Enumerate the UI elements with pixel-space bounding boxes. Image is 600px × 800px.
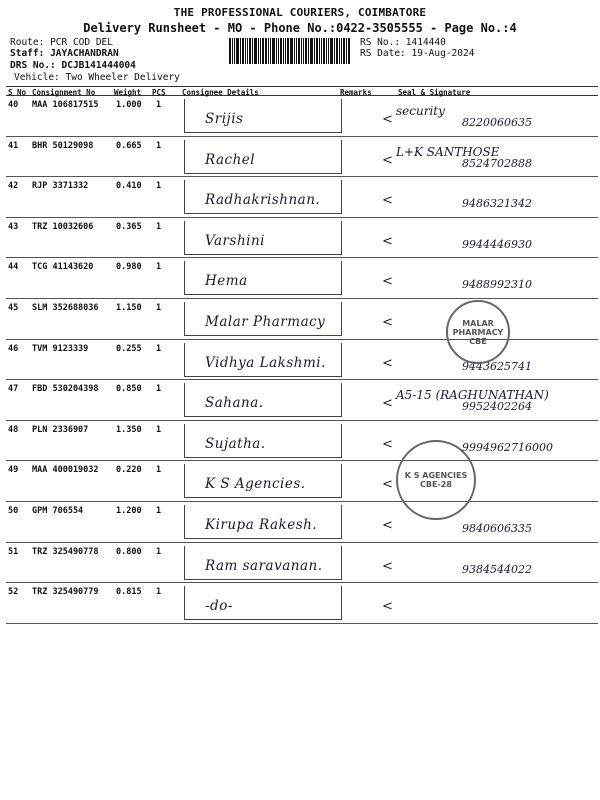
row-pcs: 1 (156, 181, 162, 192)
signature-cell (382, 545, 596, 581)
row-consignment-no: TRZ 325490779 (32, 587, 99, 598)
row-pcs: 1 (156, 546, 162, 557)
rs-no-value: 1414440 (405, 37, 446, 48)
remarks-cell (343, 99, 379, 133)
delivery-tick-mark: < (382, 436, 393, 452)
row-sno: 51 (8, 546, 19, 557)
row-sno: 40 (8, 100, 19, 110)
remarks-cell (343, 464, 379, 498)
consignee-name: K S Agencies. (205, 476, 306, 493)
ks-agencies-stamp (396, 440, 476, 520)
row-consignment-no: TRZ 10032606 (32, 221, 94, 232)
signature-cell (382, 220, 596, 256)
consignee-name: Sujatha. (205, 435, 266, 452)
consignee-box (184, 99, 342, 133)
row-consignment-no: MAA 400019032 (32, 465, 99, 476)
table-body (6, 96, 598, 624)
staff-label: Staff: (10, 48, 45, 59)
remarks-cell (343, 180, 379, 214)
row-consignment-no: RJP 3371332 (32, 181, 89, 192)
signature-phone: 9944446930 (462, 237, 532, 251)
consignee-name: Srijis (205, 111, 244, 127)
consignee-name: Radhakrishnan. (205, 192, 321, 209)
table-row (6, 461, 598, 502)
remarks-cell (343, 505, 379, 539)
consignee-box (184, 546, 342, 580)
row-weight: 1.200 (116, 505, 142, 516)
signature-text: security (396, 104, 445, 118)
remarks-cell (343, 221, 379, 255)
row-consignment-no: BHR 50129098 (32, 140, 94, 151)
row-consignment-no: TVM 9123339 (32, 343, 89, 354)
drs-value: DCJB141444004 (61, 60, 136, 71)
row-pcs: 1 (156, 465, 162, 476)
consignee-name: Kirupa Rakesh. (205, 516, 318, 533)
consignee-box (184, 180, 342, 214)
table-row (6, 340, 598, 381)
row-pcs: 1 (156, 302, 162, 313)
consignee-box (184, 586, 342, 620)
row-weight: 1.150 (116, 302, 142, 313)
row-sno: 41 (8, 140, 19, 151)
row-sno: 43 (8, 221, 19, 232)
row-weight: 1.350 (116, 424, 142, 435)
remarks-cell (343, 546, 379, 580)
delivery-tick-mark: < (382, 314, 393, 330)
remarks-cell (343, 424, 379, 458)
table-row (6, 543, 598, 584)
row-pcs: 1 (156, 587, 162, 598)
consignee-name: Rachel (205, 151, 256, 168)
rs-date-value: 19-Aug-2024 (411, 48, 475, 59)
row-pcs: 1 (156, 262, 162, 273)
malar-stamp-text: MALAR PHARMACY CBE (452, 318, 504, 346)
consignee-box (184, 221, 342, 255)
table-row (6, 502, 598, 543)
consignee-box (184, 140, 342, 174)
row-pcs: 1 (156, 424, 162, 435)
delivery-tick-mark: < (382, 233, 393, 249)
rs-date-label: RS Date: (360, 48, 406, 59)
vehicle-label: Vehicle: (14, 72, 60, 83)
table-row (6, 258, 598, 299)
row-consignment-no: FBD 530204398 (32, 384, 99, 395)
staff-value: JAYACHANDRAN (50, 48, 119, 59)
signature-phone: 9840606335 (462, 521, 532, 535)
consignee-box (184, 505, 342, 539)
row-sno: 50 (8, 505, 19, 516)
row-pcs: 1 (156, 140, 162, 151)
consignee-name: Ram saravanan. (205, 557, 323, 574)
row-weight: 0.980 (116, 262, 142, 273)
col-weight: Weight (114, 88, 142, 97)
consignee-name: Varshini (205, 232, 265, 249)
table-row (6, 96, 598, 137)
row-pcs: 1 (156, 221, 162, 232)
route-line (10, 37, 113, 48)
consignee-name: Vidhya Lakshmi. (205, 354, 326, 371)
consignee-name: -do- (205, 598, 233, 615)
row-consignment-no: GPM 706554 (32, 505, 84, 516)
row-sno: 52 (8, 587, 19, 598)
signature-phone: 9488992310 (462, 278, 532, 292)
consignee-box (184, 464, 342, 498)
signature-text: L+K SANTHOSE (396, 144, 500, 159)
row-weight: 0.800 (116, 546, 142, 557)
row-weight: 0.365 (116, 221, 142, 232)
signature-cell (382, 382, 596, 418)
remarks-cell (343, 586, 379, 620)
row-consignment-no: MAA 106817515 (32, 100, 99, 110)
staff-line (10, 48, 119, 59)
table-row (6, 137, 598, 178)
col-pcs: PCS (152, 88, 166, 97)
remarks-cell (343, 383, 379, 417)
signature-cell (382, 139, 596, 175)
table-row (6, 177, 598, 218)
row-pcs: 1 (156, 505, 162, 516)
delivery-tick-mark: < (382, 599, 393, 615)
rs-barcode (229, 38, 353, 64)
signature-cell (382, 179, 596, 215)
rs-date-line (360, 48, 474, 59)
delivery-tick-mark: < (382, 517, 393, 533)
row-weight: 0.815 (116, 587, 142, 598)
consignee-name: Malar Pharmacy (205, 313, 326, 330)
delivery-tick-mark: < (382, 112, 393, 127)
consignee-box (184, 343, 342, 377)
vehicle-line (14, 72, 180, 83)
consignee-name: Hema (205, 273, 248, 290)
col-signature: Seal & Signature (398, 88, 471, 97)
remarks-cell (343, 140, 379, 174)
consignee-box (184, 383, 342, 417)
row-sno: 45 (8, 302, 19, 313)
row-weight: 1.000 (116, 100, 142, 110)
runsheet-title: Delivery Runsheet - MO - Phone No.:0422-3505555 - Page No.:4 (83, 21, 517, 35)
row-weight: 0.665 (116, 140, 142, 151)
row-weight: 0.850 (116, 384, 142, 395)
drs-line (10, 60, 136, 71)
company-name: THE PROFESSIONAL COURIERS, COIMBATORE (173, 6, 427, 19)
consignee-box (184, 424, 342, 458)
remarks-cell (343, 343, 379, 377)
table-row (6, 421, 598, 462)
row-sno: 44 (8, 262, 19, 273)
delivery-tick-mark: < (382, 355, 393, 371)
delivery-tick-mark: < (382, 274, 393, 290)
signature-phone: 9384544022 (462, 562, 532, 576)
signature-phone: 8220060635 (462, 116, 532, 129)
route-value: PCR COD DEL (50, 37, 113, 48)
row-sno: 48 (8, 424, 19, 435)
agencies-stamp-text: K S AGENCIES CBE-28 (404, 471, 468, 489)
row-consignment-no: TCG 41143620 (32, 262, 94, 273)
remarks-cell (343, 302, 379, 336)
row-sno: 46 (8, 343, 19, 354)
col-sno: S No (8, 88, 27, 97)
vehicle-value: Two Wheeler Delivery (65, 72, 180, 83)
col-consignment: Consignment No (32, 88, 96, 97)
remarks-cell (343, 261, 379, 295)
signature-cell (382, 260, 596, 296)
delivery-tick-mark: < (382, 152, 393, 168)
col-remarks: Remarks (340, 88, 372, 97)
table-row (6, 583, 598, 624)
signature-phone: 9952402264 (462, 400, 532, 414)
runsheet-table (6, 86, 598, 624)
row-consignment-no: TRZ 325490778 (32, 546, 99, 557)
row-weight: 0.220 (116, 465, 142, 476)
signature-phone: 8524702888 (462, 156, 532, 170)
table-header (6, 86, 598, 96)
delivery-tick-mark: < (382, 193, 393, 209)
signature-cell (382, 98, 596, 134)
delivery-tick-mark: < (382, 477, 393, 493)
row-sno: 47 (8, 384, 19, 395)
signature-phone: 9486321342 (462, 197, 532, 211)
row-weight: 0.410 (116, 181, 142, 192)
signature-text: A5-15 (RAGHUNATHAN) (396, 388, 549, 403)
table-row (6, 380, 598, 421)
delivery-tick-mark: < (382, 558, 393, 574)
signature-phone: 9994962716000 (462, 440, 553, 454)
row-sno: 42 (8, 181, 19, 192)
signature-phone: 9443625741 (462, 359, 532, 373)
delivery-tick-mark: < (382, 396, 393, 412)
rs-no-line (360, 37, 446, 48)
row-sno: 49 (8, 465, 19, 476)
consignee-name: Sahana. (205, 395, 264, 412)
row-pcs: 1 (156, 343, 162, 354)
route-label: Route: (10, 37, 45, 48)
row-consignment-no: SLM 352688036 (32, 302, 99, 313)
consignee-box (184, 261, 342, 295)
table-row (6, 218, 598, 259)
signature-cell (382, 585, 596, 621)
row-consignment-no: PLN 2336907 (32, 424, 89, 435)
row-pcs: 1 (156, 100, 162, 110)
malar-pharmacy-stamp (446, 300, 510, 364)
drs-label: DRS No.: (10, 60, 56, 71)
consignee-box (184, 302, 342, 336)
row-weight: 0.255 (116, 343, 142, 354)
col-consignee: Consignee Details (182, 88, 259, 97)
rs-no-label: RS No.: (360, 37, 401, 48)
row-pcs: 1 (156, 384, 162, 395)
